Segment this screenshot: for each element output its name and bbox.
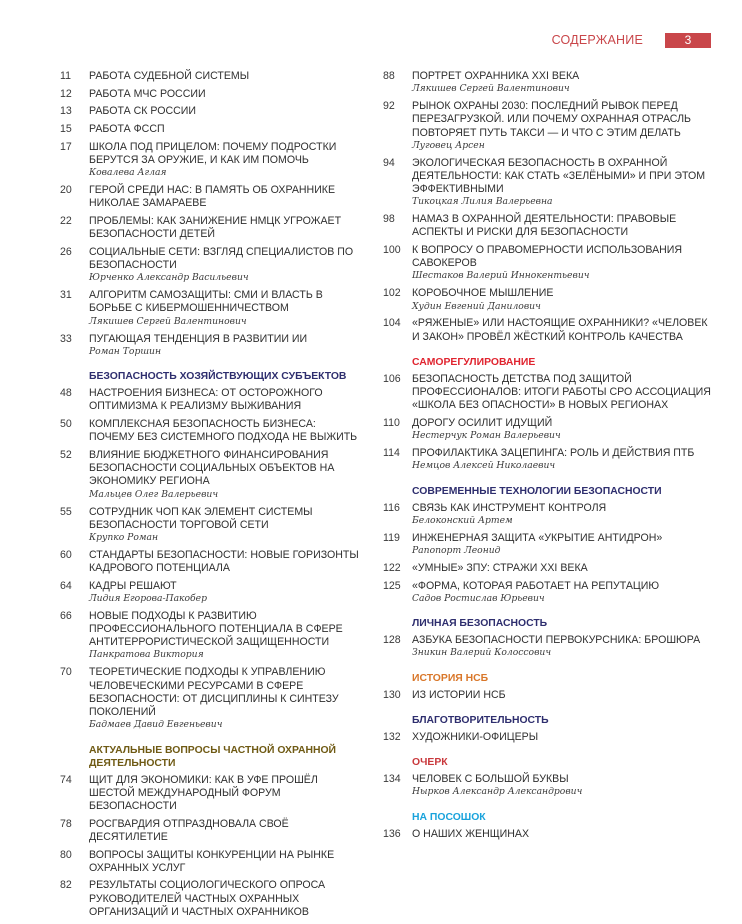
toc-page-number: 80 [60, 848, 72, 861]
toc-entry[interactable] [60, 849, 360, 875]
toc-entry-body [412, 157, 713, 209]
toc-page-number: 110 [383, 416, 400, 429]
toc-page-number: 20 [60, 184, 72, 197]
article-title: РЫНОК ОХРАНЫ 2030: ПОСЛЕДНИЙ РЫВОК ПЕРЕД ПЕРЕЗАГРУЗКОЙ. ИЛИ ПОЧЕМУ ОХРАННАЯ ОТРАСЛЬ ПОВТОРЯЕТ ПУТЬ ТАКСИ — И ЧТО С ЭТИМ ДЕЛАТЬ [412, 100, 691, 139]
toc-page-number: 48 [60, 387, 72, 400]
article-title: НОВЫЕ ПОДХОДЫ К РАЗВИТИЮ ПРОФЕССИОНАЛЬНОГО ПОТЕНЦИАЛА В СФЕРЕ АНТИТЕРРОРИСТИЧЕСКОЙ ЗАЩИЩЕННОСТИ [89, 609, 343, 649]
toc-entry-body [89, 580, 360, 606]
toc-entry[interactable] [383, 532, 713, 558]
article-title: «РЯЖЕНЫЕ» ИЛИ НАСТОЯЩИЕ ОХРАННИКИ? «ЧЕЛОВЕК И ЗАКОН» ПРОВЁЛ ЖЁСТКИЙ КОНТРОЛЬ КАЧЕСТВА [412, 317, 708, 343]
contents-heading: СОДЕРЖАНИЕ [551, 33, 643, 47]
toc-page-number: 130 [383, 688, 401, 701]
article-author: Худин Евгений Данилович [412, 300, 541, 312]
toc-entry[interactable] [60, 879, 360, 919]
toc-entry-body [412, 502, 713, 528]
section-heading: БЕЗОПАСНОСТЬ ХОЗЯЙСТВУЮЩИХ СУБЪЕКТОВ [89, 371, 347, 383]
toc-entry[interactable] [383, 417, 713, 443]
toc-entry-body [412, 532, 713, 558]
toc-entry[interactable] [60, 246, 360, 285]
toc-entry[interactable] [383, 244, 713, 283]
toc-page-number: 78 [60, 817, 72, 830]
toc-page-number: 128 [383, 634, 401, 647]
article-title: ИЗ ИСТОРИИ НСБ [412, 688, 506, 701]
article-title: ЭКОЛОГИЧЕСКАЯ БЕЗОПАСНОСТЬ В ОХРАННОЙ ДЕЯТЕЛЬНОСТИ: КАК СТАТЬ «ЗЕЛЁНЫМИ» И ПРИ ЭТОМ ЭФФЕКТИВНЫМИ [412, 156, 706, 196]
article-author: Лякишев Сергей Валентинович [89, 315, 247, 327]
article-title: РАБОТА МЧС РОССИИ [89, 87, 206, 100]
toc-entry-body [412, 373, 713, 413]
toc-entry[interactable] [383, 828, 713, 841]
article-title: ДОРОГУ ОСИЛИТ ИДУЩИЙ [412, 416, 553, 429]
toc-left-column [60, 70, 360, 924]
article-title: ПРОБЛЕМЫ: КАК ЗАНИЖЕНИЕ НМЦК УГРОЖАЕТ БЕЗОПАСНОСТИ ДЕТЕЙ [89, 215, 342, 241]
toc-page-number: 13 [60, 105, 72, 118]
section-heading: НА ПОСОШОК [412, 811, 486, 823]
article-title: ЧЕЛОВЕК С БОЛЬШОЙ БУКВЫ [412, 773, 569, 786]
toc-entry[interactable] [383, 502, 713, 528]
toc-entry[interactable] [60, 418, 360, 444]
article-title: РОСГВАРДИЯ ОТПРАЗДНОВАЛА СВОЁ ДЕСЯТИЛЕТИЕ [89, 817, 289, 843]
toc-page-number: 15 [60, 123, 72, 136]
article-author: Мальцев Олег Валерьевич [89, 488, 219, 500]
article-title: К ВОПРОСУ О ПРАВОМЕРНОСТИ ИСПОЛЬЗОВАНИЯ САВОКЕРОВ [412, 244, 683, 270]
article-author: Немцов Алексей Николаевич [412, 460, 556, 472]
toc-entry[interactable] [60, 449, 360, 501]
toc-page-number: 22 [60, 215, 72, 228]
toc-entry[interactable] [60, 506, 360, 545]
article-author: Луговец Арсен [412, 139, 485, 151]
toc-entry-body [89, 666, 360, 731]
toc-page-number: 17 [60, 140, 72, 153]
toc-page-number: 102 [383, 287, 401, 300]
article-author: Шестаков Валерий Иннокентьевич [412, 270, 590, 282]
article-title: СОЦИАЛЬНЫЕ СЕТИ: ВЗГЛЯД СПЕЦИАЛИСТОВ ПО БЕЗОПАСНОСТИ [89, 245, 354, 272]
toc-entry[interactable] [60, 333, 360, 359]
toc-entry[interactable] [383, 287, 713, 313]
toc-entry[interactable] [383, 100, 713, 152]
toc-page-number: 26 [60, 245, 72, 258]
article-author: Лидия Егорова-Пакобер [89, 592, 207, 604]
toc-entry-body [412, 287, 713, 313]
toc-entry-body [89, 215, 360, 241]
section-heading: САМОРЕГУЛИРОВАНИЕ [412, 356, 536, 368]
toc-entry-body [89, 506, 360, 545]
toc-page-number: 92 [383, 100, 395, 113]
toc-entry-body [89, 549, 360, 575]
section-heading: БЛАГОТВОРИТЕЛЬНОСТЬ [412, 715, 549, 727]
toc-page-number: 60 [60, 548, 72, 561]
article-author: Зникин Валерий Колоссович [412, 647, 552, 659]
article-title: О НАШИХ ЖЕНЩИНАХ [412, 827, 530, 840]
toc-entry-body [89, 123, 360, 136]
article-title: НАСТРОЕНИЯ БИЗНЕСА: ОТ ОСТОРОЖНОГО ОПТИМИЗМА К РЕАЛИЗМУ ВЫЖИВАНИЯ [89, 387, 323, 413]
article-title: ЩИТ ДЛЯ ЭКОНОМИКИ: КАК В УФЕ ПРОШЁЛ ШЕСТОЙ МЕЖДУНАРОДНЫЙ ФОРУМ БЕЗОПАСНОСТИ [89, 773, 318, 812]
toc-right-column [383, 70, 713, 846]
article-title: НАМАЗ В ОХРАННОЙ ДЕЯТЕЛЬНОСТИ: ПРАВОВЫЕ АСПЕКТЫ И РИСКИ ДЛЯ БЕЗОПАСНОСТИ [412, 213, 677, 239]
toc-page-number: 94 [383, 156, 395, 169]
toc-entry[interactable] [383, 773, 713, 799]
toc-entry-body [89, 387, 360, 413]
toc-entry-body [412, 634, 713, 660]
toc-entry[interactable] [383, 731, 713, 744]
article-title: РАБОТА СУДЕБНОЙ СИСТЕМЫ [89, 70, 250, 82]
toc-entry-body [89, 418, 360, 444]
article-title: «ФОРМА, КОТОРАЯ РАБОТАЕТ НА РЕПУТАЦИЮ [412, 579, 660, 592]
toc-entry[interactable] [60, 123, 360, 136]
toc-entry[interactable] [60, 580, 360, 606]
toc-entry[interactable] [60, 141, 360, 180]
toc-entry-body [412, 580, 713, 606]
toc-entry[interactable] [383, 70, 713, 96]
toc-page-number: 70 [60, 666, 72, 679]
article-author: Белоконский Артем [412, 514, 513, 526]
toc-entry-body [412, 689, 713, 702]
article-title: РЕЗУЛЬТАТЫ СОЦИОЛОГИЧЕСКОГО ОПРОСА РУКОВОДИТЕЛЕЙ ЧАСТНЫХ ОХРАННЫХ ОРГАНИЗАЦИЙ И ЧАСТНЫХ ОХРАННИКОВ [89, 879, 326, 918]
article-title: ВЛИЯНИЕ БЮДЖЕТНОГО ФИНАНСИРОВАНИЯ БЕЗОПАСНОСТИ СОЦИАЛЬНЫХ ОБЪЕКТОВ НА ЭКОНОМИКУ РЕГИОНА [89, 448, 335, 488]
toc-entry-body [89, 289, 360, 328]
toc-entry[interactable] [383, 373, 713, 413]
article-title: ПУГАЮЩАЯ ТЕНДЕНЦИЯ В РАЗВИТИИ ИИ [89, 332, 308, 345]
toc-entry[interactable] [383, 580, 713, 606]
page-header [552, 32, 711, 48]
toc-entry[interactable] [383, 157, 713, 209]
article-author: Роман Торшин [89, 345, 161, 357]
article-title: ХУДОЖНИКИ-ОФИЦЕРЫ [412, 731, 539, 744]
toc-entry[interactable] [60, 818, 360, 844]
toc-page-number: 55 [60, 505, 72, 518]
article-title: ИНЖЕНЕРНАЯ ЗАЩИТА «УКРЫТИЕ АНТИДРОН» [412, 531, 663, 544]
toc-page-number: 88 [383, 70, 395, 82]
toc-entry-body [412, 213, 713, 239]
toc-entry[interactable] [60, 289, 360, 328]
article-author: Юрченко Александр Васильевич [89, 272, 249, 284]
toc-entry-body [89, 818, 360, 844]
toc-page-number: 119 [383, 531, 400, 544]
article-title: ГЕРОЙ СРЕДИ НАС: В ПАМЯТЬ ОБ ОХРАННИКЕ НИКОЛАЕ ЗАМАРАЕВЕ [89, 184, 336, 210]
toc-entry[interactable] [60, 666, 360, 731]
toc-entry[interactable] [383, 317, 713, 343]
toc-entry-body [412, 447, 713, 473]
article-author: Нырков Александр Александрович [412, 786, 583, 798]
toc-entry[interactable] [60, 105, 360, 118]
toc-entry-body [412, 417, 713, 443]
toc-entry[interactable] [60, 70, 360, 83]
toc-entry[interactable] [60, 387, 360, 413]
toc-entry-body [412, 100, 713, 152]
article-author: Рапопорт Леонид [412, 545, 501, 557]
toc-entry[interactable] [60, 610, 360, 662]
toc-page-number: 12 [60, 87, 72, 100]
toc-entry-body [412, 731, 713, 744]
toc-entry-body [412, 828, 713, 841]
section-heading: СОВРЕМЕННЫЕ ТЕХНОЛОГИИ БЕЗОПАСНОСТИ [412, 485, 662, 497]
article-author: Тикоцкая Лилия Валерьевна [412, 196, 553, 208]
toc-entry-body [89, 449, 360, 501]
article-title: СОТРУДНИК ЧОП КАК ЭЛЕМЕНТ СИСТЕМЫ БЕЗОПАСНОСТИ ТОРГОВОЙ СЕТИ [89, 505, 313, 531]
article-title: ПРОФИЛАКТИКА ЗАЦЕПИНГА: РОЛЬ И ДЕЙСТВИЯ ПТБ [412, 447, 695, 460]
article-author: Панкратова Виктория [89, 649, 204, 661]
article-title: АЛГОРИТМ САМОЗАЩИТЫ: СМИ И ВЛАСТЬ В БОРЬБЕ С КИБЕРМОШЕННИЧЕСТВОМ [89, 289, 323, 315]
toc-entry-body [89, 849, 360, 875]
toc-page-number: 98 [383, 213, 395, 226]
article-author: Бадмаев Давид Евгеньевич [89, 719, 223, 731]
toc-entry-body [89, 879, 360, 919]
article-author: Ковалева Аглая [89, 167, 167, 179]
toc-entry[interactable] [60, 88, 360, 101]
article-author: Садов Ростислав Юрьевич [412, 592, 545, 604]
article-title: РАБОТА ФССП [89, 123, 165, 136]
toc-entry-body [89, 70, 360, 83]
toc-entry-body [412, 244, 713, 283]
toc-entry[interactable] [383, 634, 713, 660]
toc-page-number: 116 [383, 501, 400, 514]
article-author: Лякишев Сергей Валентинович [412, 83, 570, 95]
toc-entry-body [412, 562, 713, 575]
article-title: СТАНДАРТЫ БЕЗОПАСНОСТИ: НОВЫЕ ГОРИЗОНТЫ КАДРОВОГО ПОТЕНЦИАЛА [89, 548, 359, 575]
toc-page-number: 125 [383, 579, 401, 592]
article-title: ШКОЛА ПОД ПРИЦЕЛОМ: ПОЧЕМУ ПОДРОСТКИ БЕРУТСЯ ЗА ОРУЖИЕ, И КАК ИМ ПОМОЧЬ [89, 140, 337, 167]
toc-entry[interactable] [60, 549, 360, 575]
toc-entry-body [89, 141, 360, 180]
toc-entry-body [412, 317, 713, 343]
toc-page-number: 50 [60, 418, 72, 431]
article-title: РАБОТА СК РОССИИ [89, 105, 196, 118]
toc-page-number: 74 [60, 773, 72, 786]
article-title: ПОРТРЕТ ОХРАННИКА XXI ВЕКА [412, 70, 580, 82]
toc-page-number: 114 [383, 447, 400, 460]
toc-entry-body [412, 70, 713, 96]
section-heading: ИСТОРИЯ НСБ [412, 672, 489, 684]
toc-page-number: 134 [383, 773, 401, 786]
toc-page-number: 66 [60, 609, 72, 622]
toc-page-number: 122 [383, 561, 401, 574]
section-heading: ОЧЕРК [412, 757, 448, 769]
toc-entry[interactable] [383, 689, 713, 702]
page-number-badge: 3 [665, 33, 711, 48]
toc-entry[interactable] [60, 215, 360, 241]
toc-page-number: 33 [60, 332, 72, 345]
toc-page-number: 106 [383, 372, 401, 385]
article-author: Крупко Роман [89, 531, 159, 543]
toc-entry-body [89, 333, 360, 359]
toc-page-number: 31 [60, 289, 72, 302]
toc-entry[interactable] [60, 184, 360, 210]
toc-page-number: 100 [383, 244, 401, 257]
article-title: СВЯЗЬ КАК ИНСТРУМЕНТ КОНТРОЛЯ [412, 501, 607, 514]
toc-entry[interactable] [60, 774, 360, 814]
toc-entry-body [89, 184, 360, 210]
toc-page-number: 82 [60, 879, 72, 892]
article-title: АЗБУКА БЕЗОПАСНОСТИ ПЕРВОКУРСНИКА: БРОШЮРА [412, 634, 701, 647]
article-author: Нестерчук Роман Валерьевич [412, 430, 561, 442]
toc-entry[interactable] [383, 562, 713, 575]
toc-page-number: 64 [60, 579, 72, 592]
article-title: КОМПЛЕКСНАЯ БЕЗОПАСНОСТЬ БИЗНЕСА: ПОЧЕМУ БЕЗ СИСТЕМНОГО ПОДХОДА НЕ ВЫЖИТЬ [89, 418, 358, 444]
toc-entry-body [89, 774, 360, 814]
toc-page-number: 104 [383, 317, 401, 330]
article-title: ТЕОРЕТИЧЕСКИЕ ПОДХОДЫ К УПРАВЛЕНИЮ ЧЕЛОВЕЧЕСКИМИ РЕСУРСАМИ В СФЕРЕ БЕЗОПАСНОСТИ: ОТ ДИСЦИПЛИНЫ К СИНТЕЗУ ПОКОЛЕНИЙ [89, 666, 339, 718]
article-title: «УМНЫЕ» ЗПУ: СТРАЖИ XXI ВЕКА [412, 561, 588, 574]
toc-page-number: 52 [60, 448, 72, 461]
toc-entry-body [89, 610, 360, 662]
toc-entry-body [412, 773, 713, 799]
toc-entry-body [89, 88, 360, 101]
article-title: КОРОБОЧНОЕ МЫШЛЕНИЕ [412, 287, 554, 300]
toc-entry-body [89, 105, 360, 118]
toc-entry-body [89, 246, 360, 285]
toc-page-number: 11 [60, 70, 71, 82]
article-title: ВОПРОСЫ ЗАЩИТЫ КОНКУРЕНЦИИ НА РЫНКЕ ОХРАННЫХ УСЛУГ [89, 848, 335, 874]
section-heading: ЛИЧНАЯ БЕЗОПАСНОСТЬ [412, 618, 548, 630]
toc-page-number: 136 [383, 827, 401, 840]
article-title: БЕЗОПАСНОСТЬ ДЕТСТВА ПОД ЗАЩИТОЙ ПРОФЕССИОНАЛОВ: ИТОГИ РАБОТЫ СРО АССОЦИАЦИЯ «ШКОЛА БЕЗ ОПАСНОСТИ» В НОВЫХ РЕГИОНАХ [412, 372, 711, 412]
toc-entry[interactable] [383, 447, 713, 473]
toc-entry[interactable] [383, 213, 713, 239]
toc-page-number: 132 [383, 731, 401, 744]
article-title: КАДРЫ РЕШАЮТ [89, 579, 177, 592]
section-heading: АКТУАЛЬНЫЕ ВОПРОСЫ ЧАСТНОЙ ОХРАННОЙ ДЕЯТЕЛЬНОСТИ [89, 744, 337, 769]
